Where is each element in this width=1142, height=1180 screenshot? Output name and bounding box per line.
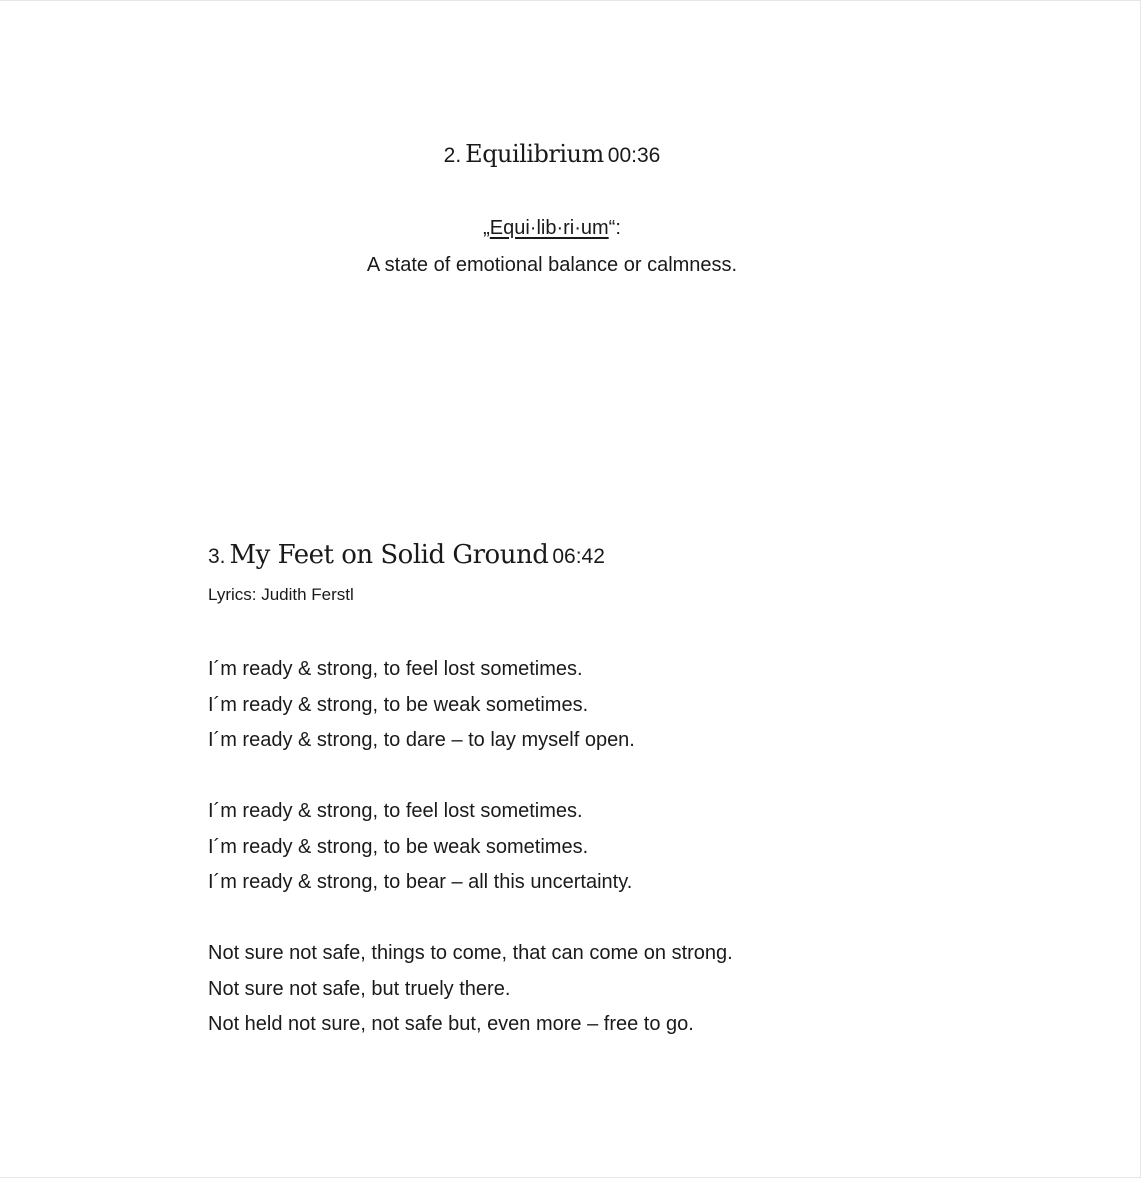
lyric-line: Not held not sure, not safe but, even more – free to go. [208, 1013, 694, 1035]
track-2-number: 2. [443, 144, 462, 167]
definition-term-link[interactable]: Equi·lib·ri·um [489, 217, 609, 239]
track-3-title [208, 540, 605, 570]
lyric-line: Not sure not safe, things to come, that can come on strong. [208, 942, 733, 964]
track-2-title [0, 140, 1104, 168]
track-3-number: 3. [208, 545, 226, 568]
track-3-duration: 06:42 [552, 545, 605, 568]
lyric-line: I´m ready & strong, to feel lost sometimes. [208, 800, 583, 822]
track-3-name: My Feet on Solid Ground [229, 540, 549, 570]
lyric-line: I´m ready & strong, to dare – to lay myself open. [208, 729, 635, 751]
lyric-line: I´m ready & strong, to feel lost sometimes. [208, 658, 583, 680]
track-2-name: Equilibrium [465, 140, 604, 168]
lyrics-stanza-3 [208, 936, 1068, 1043]
lyric-line: I´m ready & strong, to be weak sometimes. [208, 835, 589, 858]
definition-text: A state of emotional balance or calmness. [366, 254, 738, 276]
lyrics [208, 652, 1068, 1078]
lyric-line: Not sure not safe, but truely there. [208, 977, 511, 1000]
definition-term [0, 217, 1104, 240]
lyric-line: I´m ready & strong, to be weak sometimes. [208, 693, 589, 716]
lyrics-credit: Lyrics: Judith Ferstl [208, 585, 354, 604]
lyrics-stanza-2 [208, 794, 1068, 901]
definition-close-quote: “: [608, 217, 621, 239]
definition-open-quote: „ [483, 217, 490, 239]
lyric-line: I´m ready & strong, to bear – all this uncertainty. [208, 871, 633, 893]
lyrics-stanza-1 [208, 652, 1068, 759]
track-2-duration: 00:36 [607, 144, 661, 167]
